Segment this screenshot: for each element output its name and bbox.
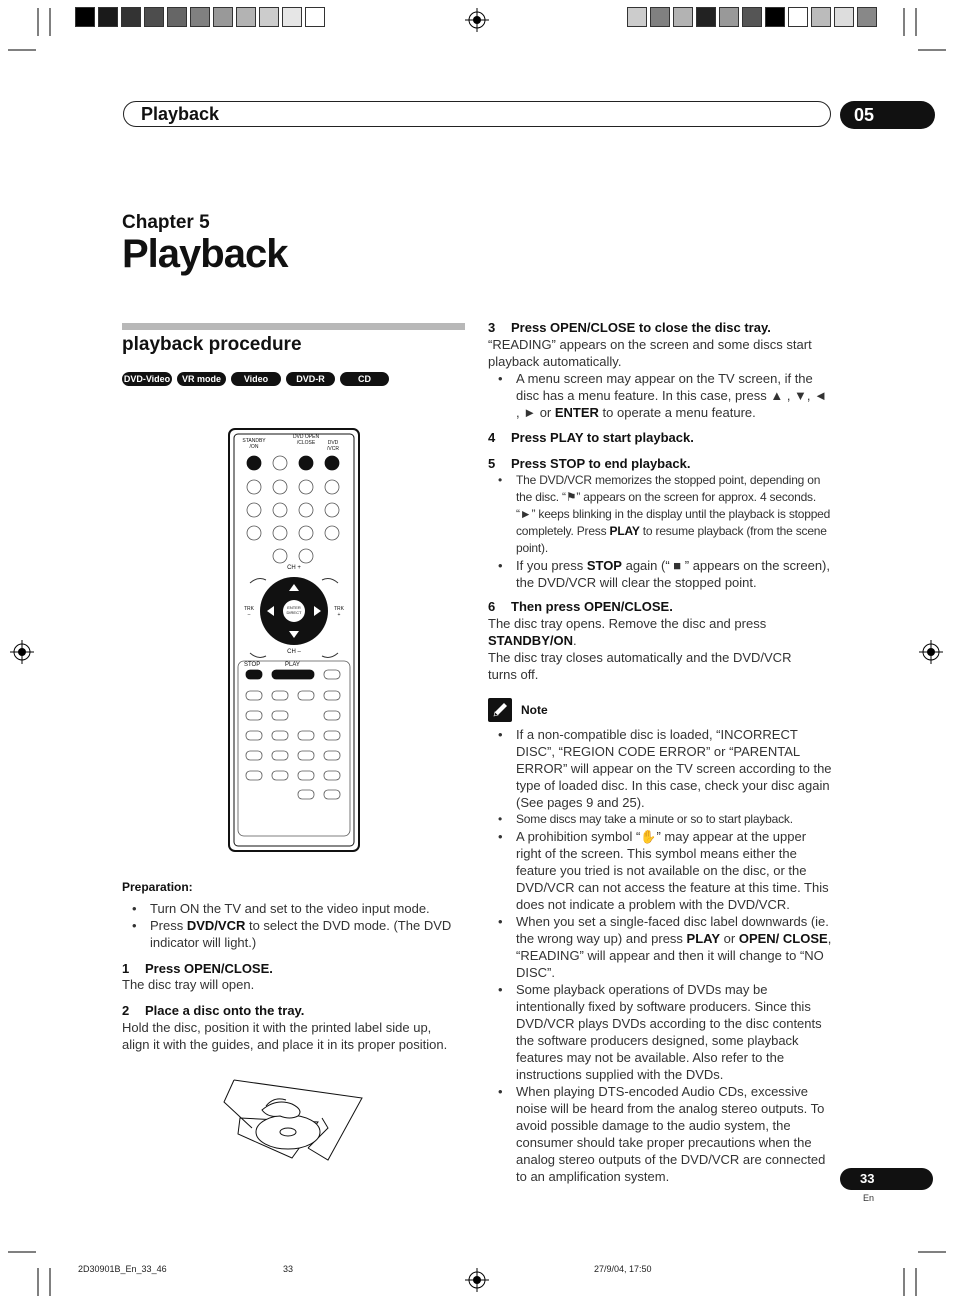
dvd-open-close-label: DVD OPEN /CLOSE — [292, 434, 320, 446]
step-3-bullets — [488, 370, 830, 421]
tag-cd: CD — [340, 372, 389, 386]
tag-video-mode: Video mode — [231, 372, 281, 386]
header-title: Playback — [141, 104, 220, 124]
step-5-bullets — [488, 472, 832, 591]
step-6-body-2: The disc tray closes automatically and the DVD/VCR turns off. — [488, 650, 792, 682]
dvd-vcr-label: DVD /VCR — [327, 440, 339, 452]
ch-up-label: CH + — [287, 565, 301, 571]
step-6-body: The disc tray opens. Remove the disc and press STANDBY/ON. — [488, 616, 767, 648]
trk-minus-label: TRK – — [244, 606, 254, 618]
step-5-bullet: • The DVD/VCR memorizes the stopped point, depending on the disc. “⚑” appears on the screen for approx. 4 seconds. “►” keeps blinking in the display until the playback is stopped completely. Press PLAY to resume playback (from the scene point). — [488, 472, 832, 557]
step-3-bullet: • A menu screen may appear on the TV screen, if the disc has a menu feature. In this case, press ▲ , ▼, ◄ , ► or ENTER to operate a menu feature. — [488, 370, 830, 421]
pencil-note-icon — [488, 698, 512, 722]
step-4-title: 4 Press PLAY to start playback. — [488, 430, 694, 445]
step-5-bullet: • If you press STOP again (“ ■ ” appears on the screen), the DVD/VCR will clear the stopped point. — [488, 557, 832, 591]
footer-page: 33 — [283, 1264, 294, 1274]
standby-label: STANDBY /ON — [242, 438, 266, 450]
header-bar — [123, 101, 831, 127]
preparation-heading: Preparation: — [122, 880, 193, 894]
step-1-title: 1 Press OPEN/CLOSE. — [122, 961, 273, 976]
step-1-body: The disc tray will open. — [122, 977, 255, 992]
play-label: PLAY — [285, 662, 300, 668]
preparation-list — [122, 900, 467, 951]
trk-plus-label: TRK + — [334, 606, 344, 618]
note-list — [488, 726, 832, 1185]
ch-down-label: CH – — [287, 649, 301, 655]
disc-type-tags — [122, 372, 389, 398]
remote-control-illustration — [228, 428, 360, 852]
enter-label: ENTER DIRECT — [286, 605, 302, 615]
chapter-label: Chapter 5 — [122, 212, 210, 233]
stop-label: STOP — [244, 662, 261, 668]
remote-body — [228, 428, 360, 852]
preparation-item: • Press DVD/VCR to select the DVD mode. (The DVD indicator will light.) — [122, 917, 467, 951]
note-item: • Some discs may take a minute or so to start playback. — [488, 811, 832, 828]
chapter-number-badge: 05 — [840, 101, 935, 129]
section-bar — [122, 323, 465, 330]
step-3-body: “READING” appears on the screen and some discs start playback automatically. — [488, 337, 812, 369]
page-language: En — [863, 1193, 875, 1203]
section-title: playback procedure — [122, 334, 302, 355]
tag-dvd-video: DVD-Video — [123, 374, 171, 384]
step-2-body: Hold the disc, position it with the printed label side up, align it with the guides, and place it in its proper position. — [122, 1020, 448, 1052]
note-item: • If a non-compatible disc is loaded, “INCORRECT DISC”, “REGION CODE ERROR” or “PARENTAL ERROR” will appear on the TV screen according to the type of loaded disc. In this case, check your disc again (See pages 9 and 25). — [488, 726, 832, 811]
step-3-title: 3 Press OPEN/CLOSE to close the disc tray. — [488, 320, 771, 335]
step-5-title: 5 Press STOP to end playback. — [488, 456, 691, 471]
disc-tray-illustration — [222, 1076, 364, 1164]
note-item: • When you set a single-faced disc label downwards (ie. the wrong way up) and press PLAY or OPEN/ CLOSE, “READING” will appear and then it will change to “NO DISC”. — [488, 913, 832, 981]
step-6-title: 6 Then press OPEN/CLOSE. — [488, 599, 673, 614]
tag-dvd-r: DVD-R — [286, 372, 335, 386]
tag-vr-mode: VR mode — [177, 372, 226, 386]
preparation-item: • Turn ON the TV and set to the video input mode. — [122, 900, 467, 917]
footer-code: 2D30901B_En_33_46 — [78, 1264, 167, 1274]
footer-date: 27/9/04, 17:50 — [594, 1264, 652, 1274]
note-heading: Note — [521, 703, 548, 717]
note-item: • When playing DTS-encoded Audio CDs, excessive noise will be heard from the analog stereo outputs. To avoid possible damage to the audio system, the consumer should take proper precautions when the analog stereo outputs of the DVD/VCR are connected to an amplification system. — [488, 1083, 832, 1185]
chapter-title: Playback — [122, 232, 288, 276]
note-item: • A prohibition symbol “✋” may appear at the upper right of the screen. This symbol means either the feature you tried is not available on the disc, or the DVD/VCR can not access the feature at this time. This does not indicate a problem with the DVD/VCR. — [488, 828, 832, 913]
step-2-title: 2 Place a disc onto the tray. — [122, 1003, 305, 1018]
note-item: • Some playback operations of DVDs may be intentionally fixed by software producers. Since this DVD/VCR plays DVDs according to the disc contents the software producers designed, some playback features may not be available. Also refer to the instructions supplied with the DVDs. — [488, 981, 832, 1083]
page-number-badge: 33 — [840, 1168, 933, 1190]
